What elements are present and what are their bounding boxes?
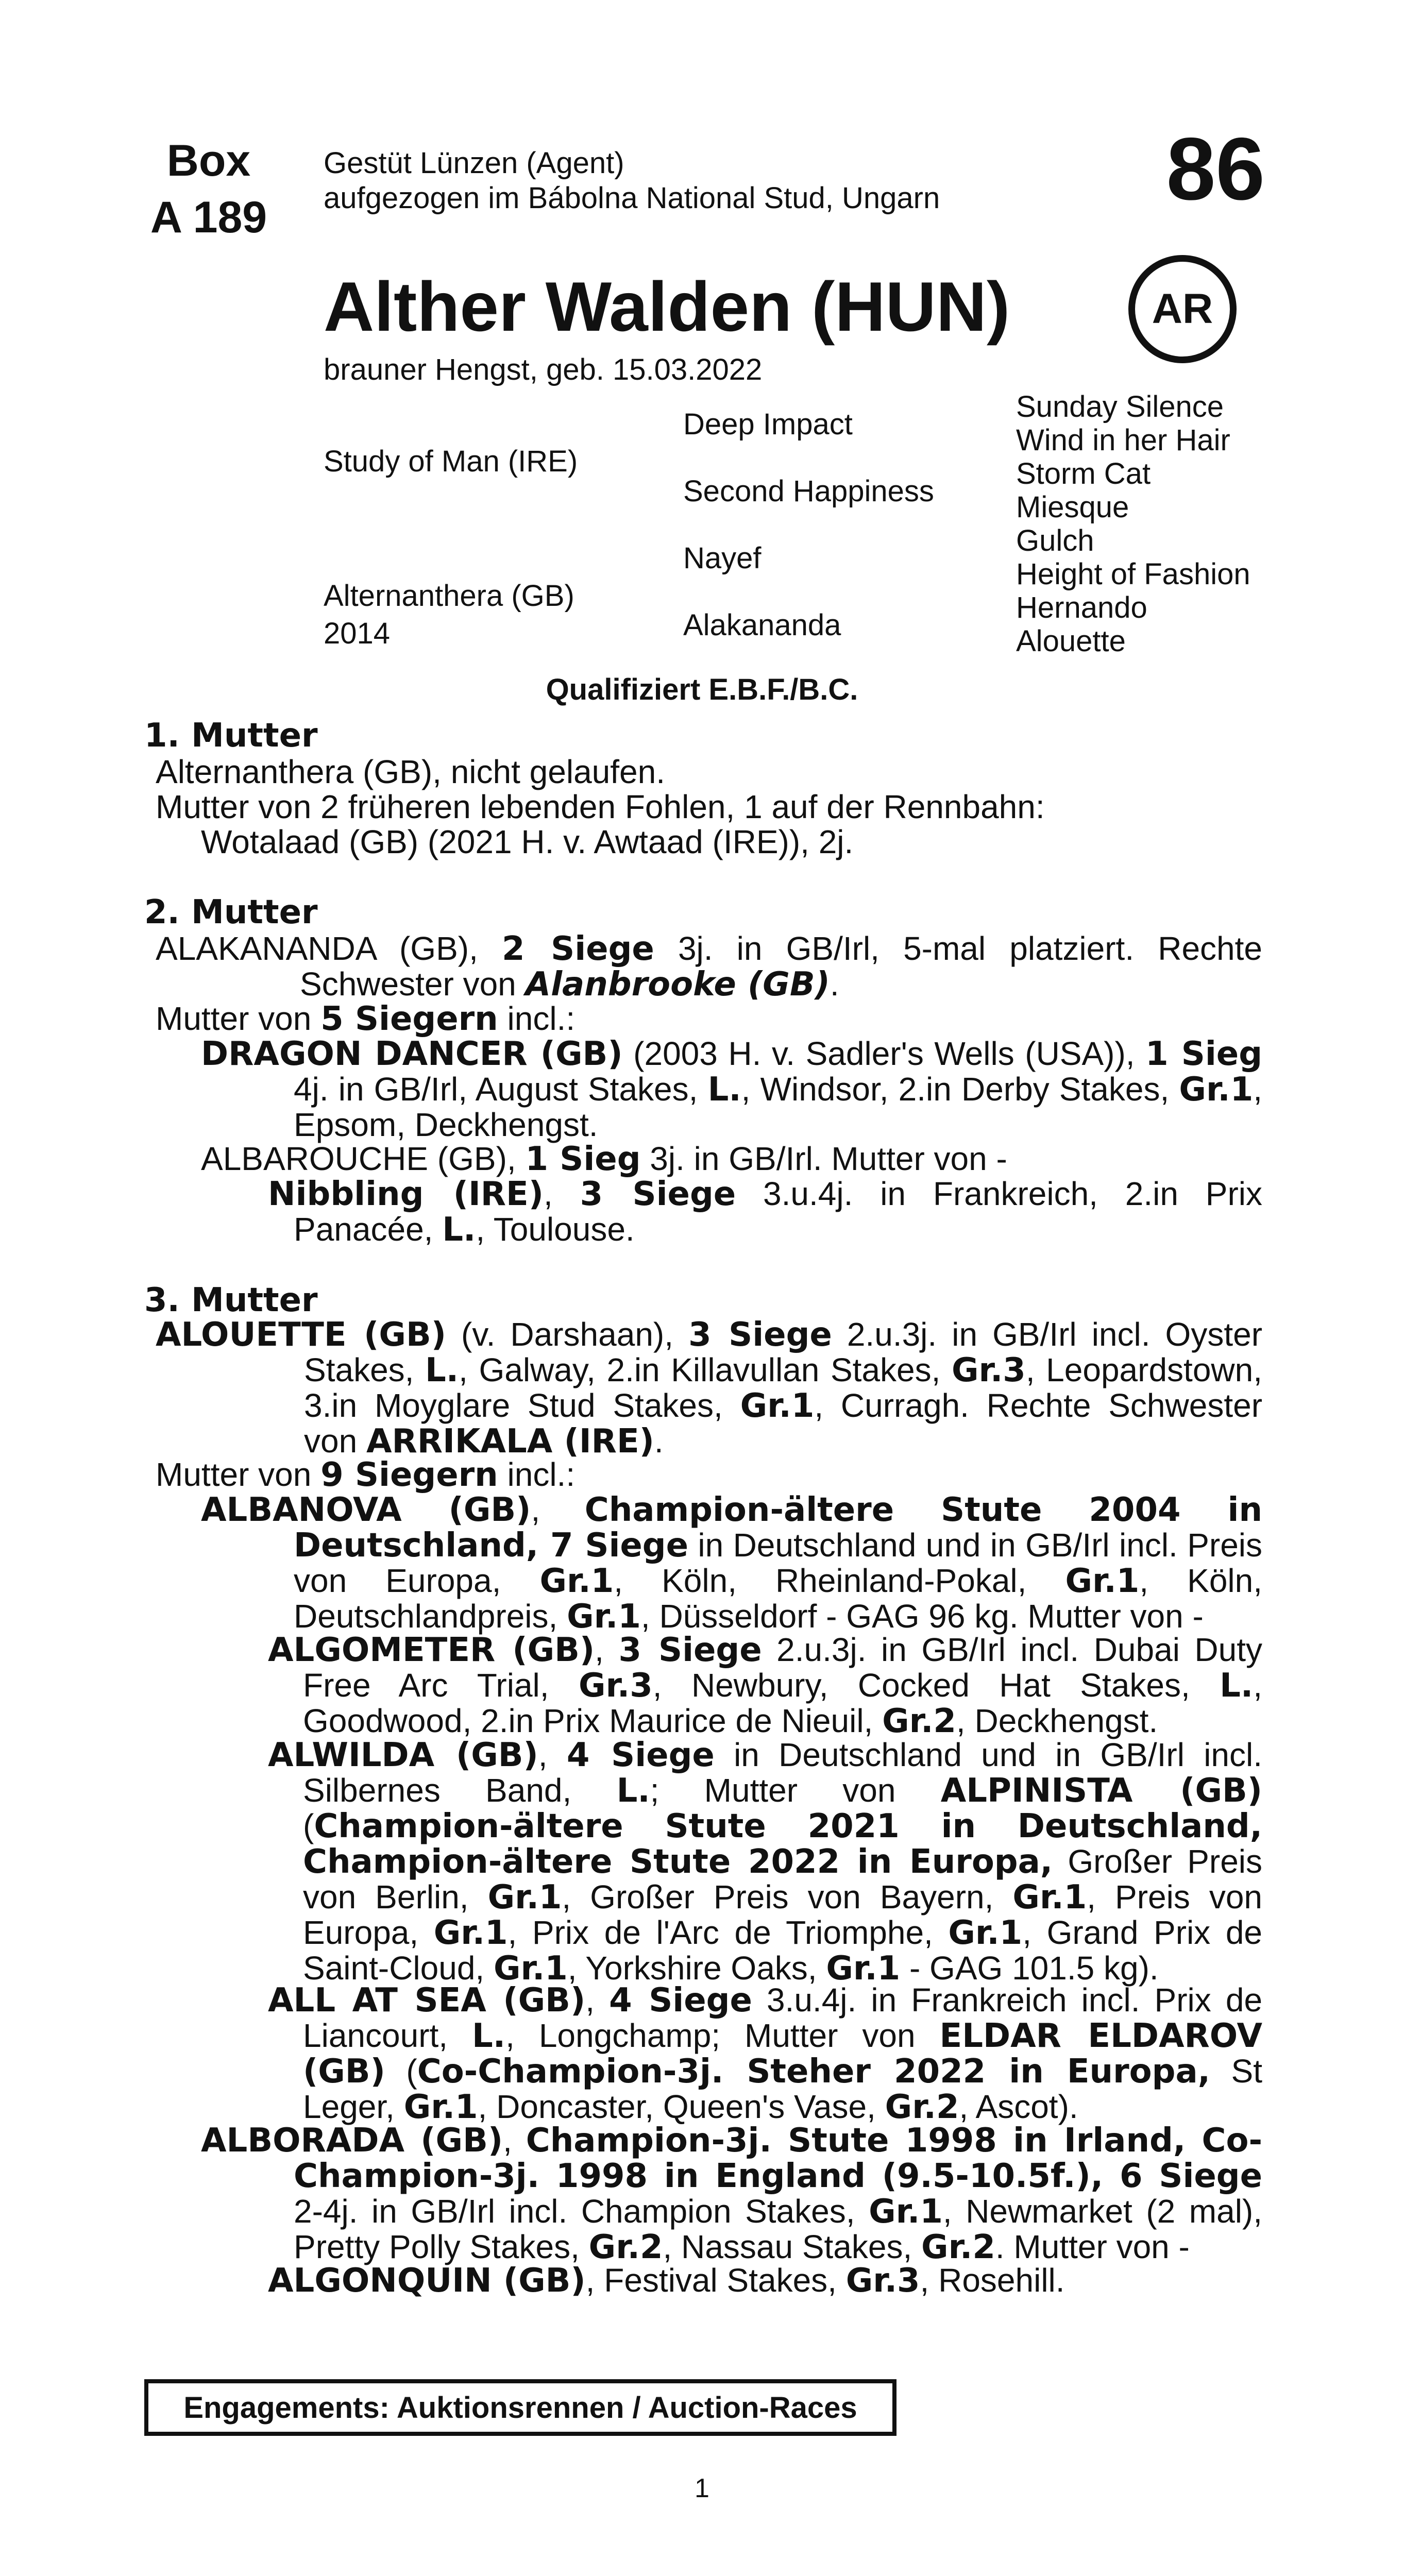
third-dam-grandoffspring-algometer: ALGOMETER (GB), 3 Siege 2.u.3j. in GB/Irl incl. Dubai Duty Free Arc Trial, Gr.3, Newbury, Cocked Hat Stakes, L., Goodwood, 2.in Prix Maurice de Nieuil, Gr.2, Deckhengst. <box>268 1631 1263 1740</box>
third-dam-grandoffspring-alwilda: ALWILDA (GB), 4 Siege in Deutschland und in GB/Irl incl. Silbernes Band, L.; Mutter von ALPINISTA (GB) (Champion-ältere Stute 2021 in Deutschland, Champion-ältere Stute 2022 in Europa, Großer Preis von Berlin, Gr.1, Großer Preis von Bayern, Gr.1, Preis von Europa, Gr.1, Prix de l'Arc de Triomphe, Gr.1, Grand Prix de Saint-Cloud, Gr.1, Yorkshire Oaks, Gr.1 - GAG 101.5 kg). <box>268 1736 1263 1988</box>
third-dam-offspring-albanova: ALBANOVA (GB), Champion-ältere Stute 2004 in Deutschland, 7 Siege in Deutschland und in GB/Irl incl. Preis von Europa, Gr.1, Köln, Rheinland-Pokal, Gr.1, Köln, Deutschlandpreis, Gr.1, Düsseldorf - GAG 96 kg. Mutter von - <box>201 1491 1263 1636</box>
section-heading-third-dam: 3. Mutter <box>144 1281 318 1319</box>
pedigree-dam: Alternanthera (GB) <box>324 579 574 613</box>
page-number: 1 <box>695 2473 709 2503</box>
pedigree-dam-year: 2014 <box>324 617 391 650</box>
first-dam-line: Mutter von 2 früheren lebenden Fohlen, 1 auf der Rennbahn: <box>156 788 1045 825</box>
section-heading-second-dam: 2. Mutter <box>144 893 318 931</box>
pedigree-great-grandparent: Alouette <box>1016 624 1126 658</box>
pedigree-sire: Study of Man (IRE) <box>324 445 578 478</box>
second-dam-produce-line: Mutter von 5 Siegern incl.: <box>156 1000 576 1038</box>
pedigree-great-grandparent: Height of Fashion <box>1016 557 1250 591</box>
third-dam-entry: ALOUETTE (GB) (v. Darshaan), 3 Siege 2.u.3j. in GB/Irl incl. Oyster Stakes, L., Galway, 2.in Killavullan Stakes, Gr.3, Leopardstown, 3.in Moyglare Stud Stakes, Gr.1, Curragh. Rechte Schwester von ARRIKALA (IRE). <box>156 1316 1263 1461</box>
third-dam-grandoffspring-all-at-sea: ALL AT SEA (GB), 4 Siege 3.u.4j. in Frankreich incl. Prix de Liancourt, L., Longchamp; Mutter von ELDAR ELDAROV (GB) (Co-Champion-3j. Steher 2022 in Europa, St Leger, Gr.1, Doncaster, Queen's Vase, Gr.2, Ascot). <box>268 1981 1263 2126</box>
pedigree-grandparent: Nayef <box>683 541 762 575</box>
third-dam-offspring-alborada: ALBORADA (GB), Champion-3j. Stute 1998 in Irland, Co-Champion-3j. 1998 in England (9.5-10.5f.), 6 Siege 2-4j. in GB/Irl incl. Champion Stakes, Gr.1, Newmarket (2 mal), Pretty Polly Stakes, Gr.2, Nassau Stakes, Gr.2. Mutter von - <box>201 2122 1263 2266</box>
second-dam-offspring: DRAGON DANCER (GB) (2003 H. v. Sadler's Wells (USA)), 1 Sieg 4j. in GB/Irl, August Stakes, L., Windsor, 2.in Derby Stakes, Gr.1, Epsom, Deckhengst. <box>201 1035 1263 1143</box>
box-number: A 189 <box>150 193 267 242</box>
consignor: Gestüt Lünzen (Agent) <box>324 146 624 180</box>
ar-badge: AR <box>1128 255 1237 363</box>
horse-name: Alther Walden (HUN) <box>324 267 1010 346</box>
pedigree-great-grandparent: Gulch <box>1016 524 1094 557</box>
horse-description: brauner Hengst, geb. 15.03.2022 <box>324 353 763 386</box>
engagements-box: Engagements: Auktionsrennen / Auction-Races <box>144 2379 896 2436</box>
second-dam-entry: ALAKANANDA (GB), 2 Siege 3j. in GB/Irl, 5-mal platziert. Rechte Schwester von Alanbrooke (GB). <box>156 930 1263 1004</box>
qualification: Qualifiziert E.B.F./B.C. <box>546 673 858 706</box>
lot-number: 86 <box>1166 120 1265 218</box>
pedigree-great-grandparent: Wind in her Hair <box>1016 423 1230 457</box>
third-dam-produce-line: Mutter von 9 Siegern incl.: <box>156 1456 576 1494</box>
section-heading-first-dam: 1. Mutter <box>144 717 318 755</box>
pedigree-grandparent: Deep Impact <box>683 408 853 441</box>
pedigree-great-grandparent: Storm Cat <box>1016 457 1151 490</box>
second-dam-offspring: ALBAROUCHE (GB), 1 Sieg 3j. in GB/Irl. Mutter von - <box>201 1140 1007 1178</box>
third-dam-grandoffspring-algonquin: ALGONQUIN (GB), Festival Stakes, Gr.3, Rosehill. <box>268 2262 1065 2300</box>
pedigree-grandparent: Second Happiness <box>683 474 934 508</box>
pedigree-grandparent: Alakananda <box>683 608 841 642</box>
pedigree-great-grandparent: Hernando <box>1016 591 1147 624</box>
second-dam-grandoffspring: Nibbling (IRE), 3 Siege 3.u.4j. in Frankreich, 2.in Prix Panacée, L., Toulouse. <box>268 1175 1263 1249</box>
first-dam-line: Alternanthera (GB), nicht gelaufen. <box>156 753 665 790</box>
raised-at: aufgezogen im Bábolna National Stud, Ungarn <box>324 181 940 215</box>
pedigree-great-grandparent: Miesque <box>1016 490 1129 524</box>
pedigree-great-grandparent: Sunday Silence <box>1016 390 1224 423</box>
first-dam-line: Wotalaad (GB) (2021 H. v. Awtaad (IRE)), 2j. <box>201 823 854 860</box>
box-label: Box <box>166 136 251 185</box>
